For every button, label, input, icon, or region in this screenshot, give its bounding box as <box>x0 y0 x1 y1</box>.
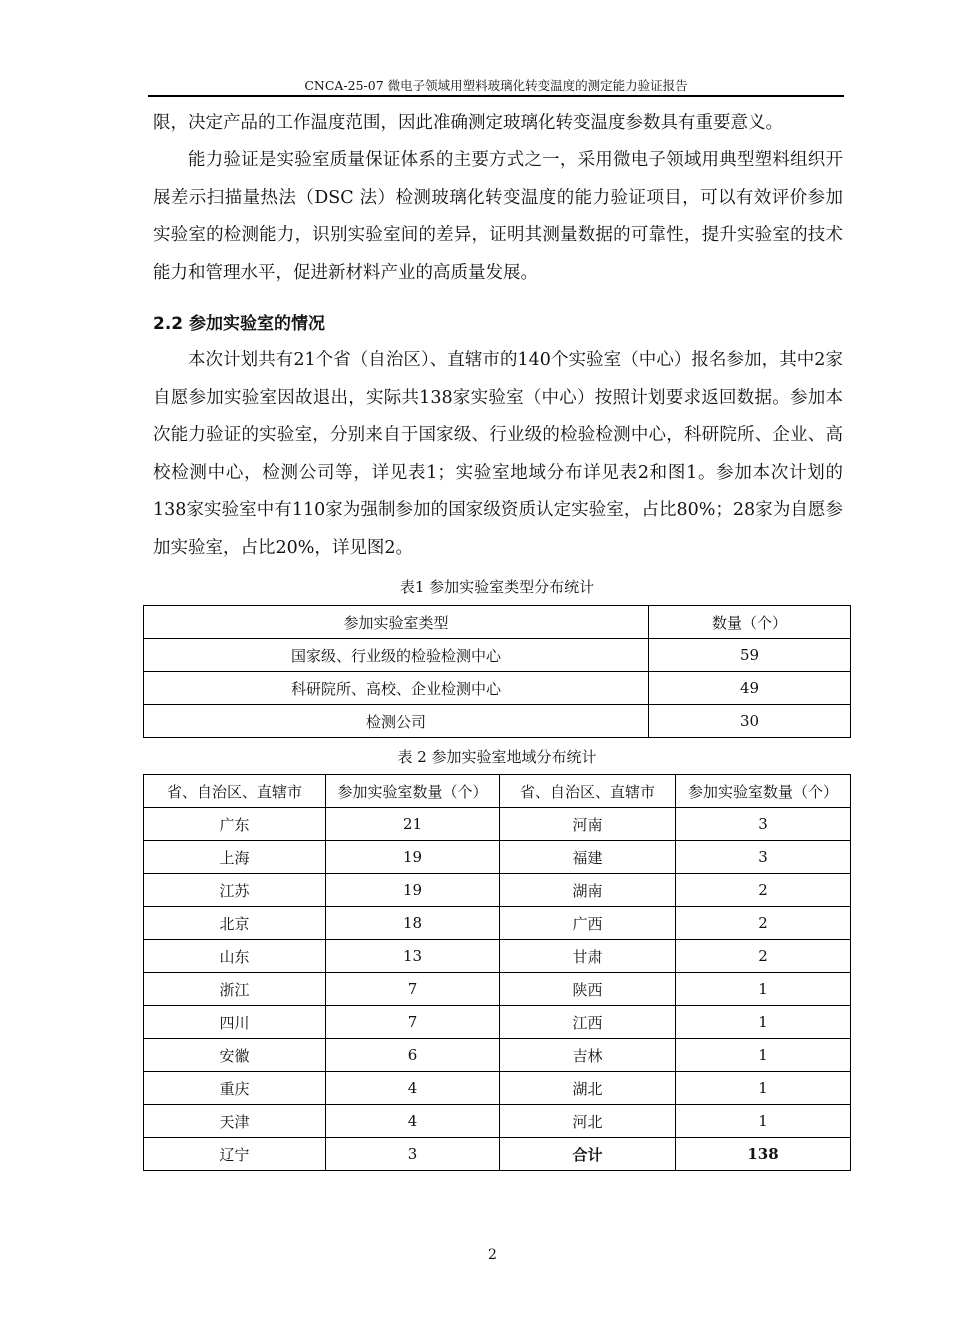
cell-count: 30 <box>649 705 851 738</box>
cell-region: 上海 <box>144 841 326 874</box>
table-lab-regions <box>143 774 851 1171</box>
cell-region: 吉林 <box>500 1039 676 1072</box>
table-row <box>144 1006 851 1039</box>
table-row <box>144 940 851 973</box>
cell-count: 6 <box>326 1039 500 1072</box>
cell-region: 河南 <box>500 808 676 841</box>
table-row <box>144 1039 851 1072</box>
column-header: 省、自治区、直辖市 <box>144 775 326 808</box>
cell-region: 江苏 <box>144 874 326 907</box>
header-rule <box>148 95 844 97</box>
cell-count: 19 <box>326 841 500 874</box>
table-row <box>144 808 851 841</box>
cell-region: 天津 <box>144 1105 326 1138</box>
cell-region: 河北 <box>500 1105 676 1138</box>
cell-count: 3 <box>326 1138 500 1171</box>
cell-count: 1 <box>676 1006 851 1039</box>
cell-region: 广西 <box>500 907 676 940</box>
table2-caption: 表 2 参加实验室地域分布统计 <box>397 748 597 766</box>
column-header: 参加实验室数量（个） <box>326 775 500 808</box>
table-row <box>144 1072 851 1105</box>
cell-region: 重庆 <box>144 1072 326 1105</box>
cell-count: 1 <box>676 973 851 1006</box>
cell-count: 18 <box>326 907 500 940</box>
paragraph: 本次计划共有21个省（自治区）、直辖市的140个实验室（中心）报名参加，其中2家自愿参加实验室因故退出，实际共138家实验室（中心）按照计划要求返回数据。参加本次能力验证的实验室，分别来自于国家级、行业级的检验检测中心，科研院所、企业、高校检测中心，检测公司等，详见表1；实验室地域分布详见表2和图1。参加本次计划的138家实验室中有110家为强制参加的国家级资质认定实验室，占比80%；28家为自愿参加实验室，占比20%，详见图2。 <box>153 350 843 558</box>
total-value: 138 <box>676 1138 851 1171</box>
cell-count: 4 <box>326 1072 500 1105</box>
table-row <box>144 874 851 907</box>
table-row <box>144 639 851 672</box>
column-header: 数量（个） <box>649 606 851 639</box>
cell-region: 四川 <box>144 1006 326 1039</box>
cell-region: 湖南 <box>500 874 676 907</box>
column-header: 参加实验室数量（个） <box>676 775 851 808</box>
cell-count: 19 <box>326 874 500 907</box>
cell-count: 1 <box>676 1039 851 1072</box>
cell-count: 3 <box>676 841 851 874</box>
table-header-row <box>144 606 851 639</box>
cell-region: 陕西 <box>500 973 676 1006</box>
cell-count: 7 <box>326 973 500 1006</box>
column-header: 省、自治区、直辖市 <box>500 775 676 808</box>
table-row <box>144 1138 851 1171</box>
table-row <box>144 705 851 738</box>
column-header: 参加实验室类型 <box>144 606 649 639</box>
cell-count: 3 <box>676 808 851 841</box>
cell-region: 甘肃 <box>500 940 676 973</box>
running-header: CNCA-25-07 微电子领域用塑料玻璃化转变温度的测定能力验证报告 <box>304 78 688 93</box>
table-row <box>144 672 851 705</box>
cell-count: 2 <box>676 940 851 973</box>
table-row <box>144 973 851 1006</box>
cell-type: 国家级、行业级的检验检测中心 <box>144 639 649 672</box>
cell-type: 检测公司 <box>144 705 649 738</box>
cell-region: 安徽 <box>144 1039 326 1072</box>
paragraph: 能力验证是实验室质量保证体系的主要方式之一，采用微电子领域用典型塑料组织开展差示扫描量热法（DSC 法）检测玻璃化转变温度的能力验证项目，可以有效评价参加实验室的检测能力，识别实验室间的差异，证明其测量数据的可靠性，提升实验室的技术能力和管理水平，促进新材料产业的高质量发展。 <box>153 150 843 283</box>
cell-count: 59 <box>649 639 851 672</box>
cell-count: 7 <box>326 1006 500 1039</box>
page-number: 2 <box>488 1247 497 1263</box>
cell-region: 浙江 <box>144 973 326 1006</box>
cell-region: 福建 <box>500 841 676 874</box>
cell-count: 4 <box>326 1105 500 1138</box>
cell-region: 江西 <box>500 1006 676 1039</box>
cell-type: 科研院所、高校、企业检测中心 <box>144 672 649 705</box>
cell-region: 辽宁 <box>144 1138 326 1171</box>
cell-count: 49 <box>649 672 851 705</box>
cell-count: 21 <box>326 808 500 841</box>
cell-count: 1 <box>676 1105 851 1138</box>
cell-count: 2 <box>676 907 851 940</box>
table-row <box>144 907 851 940</box>
table-header-row <box>144 775 851 808</box>
cell-region: 广东 <box>144 808 326 841</box>
table-row <box>144 841 851 874</box>
table1-caption: 表1 参加实验室类型分布统计 <box>399 578 595 596</box>
cell-region: 山东 <box>144 940 326 973</box>
section-heading: 2.2 参加实验室的情况 <box>153 314 326 334</box>
paragraph: 限，决定产品的工作温度范围，因此准确测定玻璃化转变温度参数具有重要意义。 <box>153 113 783 133</box>
cell-region: 北京 <box>144 907 326 940</box>
cell-count: 13 <box>326 940 500 973</box>
cell-region: 湖北 <box>500 1072 676 1105</box>
total-label: 合计 <box>500 1138 676 1171</box>
cell-count: 2 <box>676 874 851 907</box>
table-row <box>144 1105 851 1138</box>
cell-count: 1 <box>676 1072 851 1105</box>
table-lab-types <box>143 605 851 738</box>
